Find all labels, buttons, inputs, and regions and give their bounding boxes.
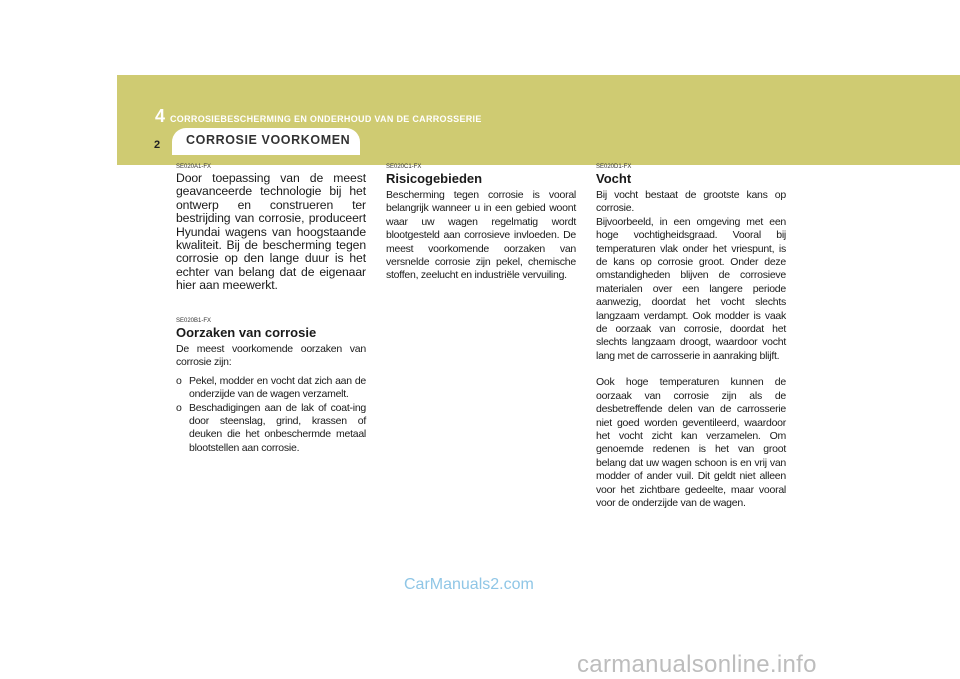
section-code: SE020C1-FX bbox=[386, 164, 422, 170]
moisture-paragraph-1: Bij vocht bestaat de grootste kans op corrosie. bbox=[596, 189, 786, 215]
column-1 bbox=[176, 164, 366, 293]
section-code: SE020D1-FX bbox=[596, 164, 632, 170]
chapter-title: CORROSIEBESCHERMING EN ONDERHOUD VAN DE CARROSSERIE bbox=[170, 114, 482, 124]
section-code: SE020B1-FX bbox=[176, 318, 212, 324]
risk-paragraph: Bescherming tegen corrosie is vooral belangrijk wanneer u in een gebied woont waar uw wagen regelmatig wordt blootgesteld aan corrosieve invloeden. De meest voorkomende oorzaken van versnelde corrosie zijn pekel, chemische stoffen, zeelucht en industriële vervuiling. bbox=[386, 189, 576, 282]
section-title: CORROSIE VOORKOMEN bbox=[186, 133, 351, 147]
spacer bbox=[596, 363, 786, 376]
bullet-icon: o bbox=[176, 374, 182, 387]
column-1-causes bbox=[176, 318, 366, 455]
chapter-number: 4 bbox=[155, 106, 166, 126]
column-2 bbox=[386, 164, 576, 283]
list-item: o Pekel, modder en vocht dat zich aan de onderzijde van de wagen verzamelt. bbox=[176, 374, 366, 401]
moisture-paragraph-3: Ook hoge temperaturen kunnen de oorzaak van corrosie zijn als de desbetreffende delen van de carrosserie niet goed worden geventileerd, waardoor het vocht zicht kan verzamelen. Om genoemde redenen is het van groot belang dat uw wagen schoon is en vrij van modder of ander vuil. Dit geldt niet alleen voor het zichtbare gedeelte, maar vooral voor de onderzijde van de wagen. bbox=[596, 376, 786, 509]
section-heading: Risicogebieden bbox=[386, 171, 483, 186]
section-heading: Oorzaken van corrosie bbox=[176, 325, 317, 340]
intro-paragraph: Door toepassing van de meest geavanceerde technologie bij het ontwerp en construeren ter bestrijding van corrosie, produceert Hyundai wagens van hoogstaande kwaliteit. Bij de bescherming tegen corrosie op den lange duur is het echter van belang dat de eigenaar hier aan meewerkt. bbox=[176, 171, 366, 293]
page-number: 2 bbox=[154, 139, 161, 151]
section-heading: Vocht bbox=[596, 171, 632, 186]
column-3 bbox=[596, 164, 786, 510]
section-code: SE020A1-FX bbox=[176, 164, 212, 170]
watermark-carmanuals2[interactable]: CarManuals2.com bbox=[404, 576, 534, 593]
causes-intro: De meest voorkomende oorzaken van corrosie zijn: bbox=[176, 343, 366, 369]
watermark-carmanualsonline[interactable]: carmanualsonline.info bbox=[577, 651, 817, 678]
causes-list bbox=[176, 375, 366, 455]
list-item: o Beschadigingen aan de lak of coat-ing door steenslag, grind, krassen of deuken die het onbeschermde metaal blootstellen aan corrosie. bbox=[176, 401, 366, 454]
bullet-icon: o bbox=[176, 401, 182, 414]
moisture-paragraph-2: Bijvoorbeeld, in een omgeving met een hoge vochtigheidsgraad. Vooral bij temperaturen vlak onder het vriespunt, is de kans op corrosie groot. Onder deze omstandigheden blijven de corrosieve materialen over een langere periode aanwezig, doordat het vocht slechts langzaam verdampt. Ook modder is vaak de oorzaak van corrosie, doordat het slechts langzaam droogt, waardoor vocht lang met de carrosserie in aanraking blijft. bbox=[596, 215, 786, 362]
